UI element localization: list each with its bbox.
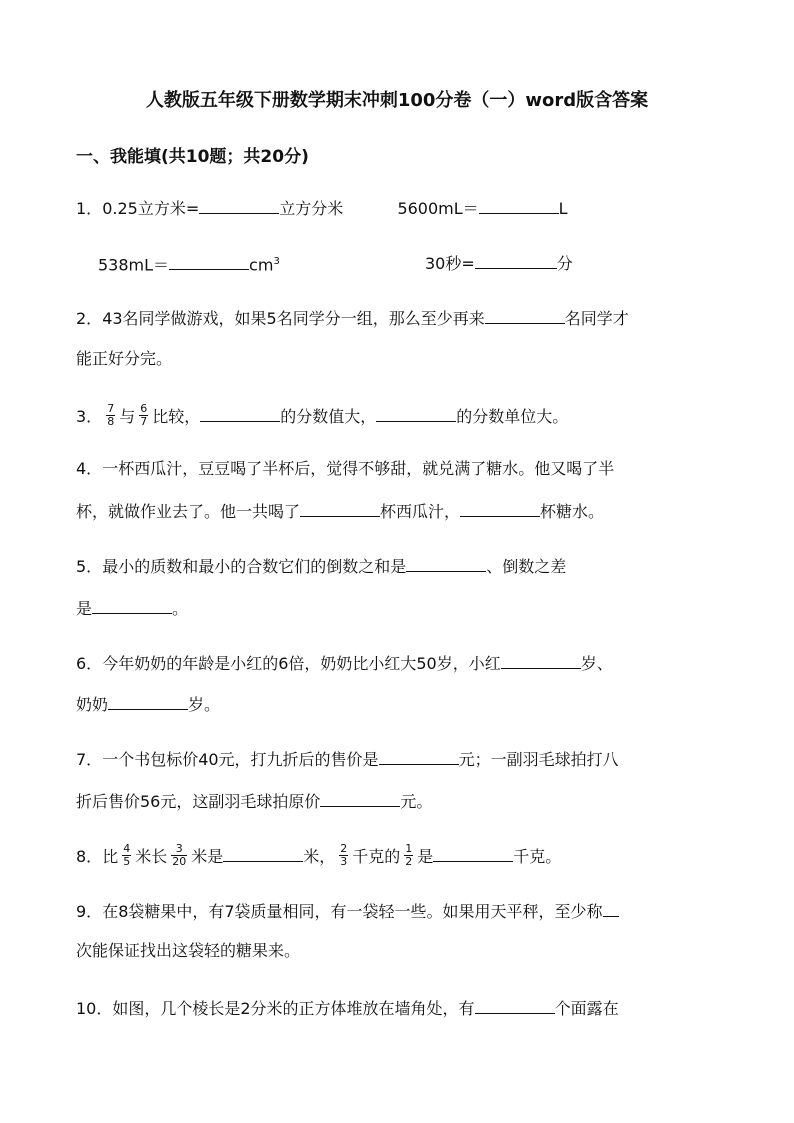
- question-2-line-2: 能正好分完。: [76, 349, 173, 368]
- q8-blank-1[interactable]: [223, 844, 303, 862]
- q4-text-4: 杯糖水。: [540, 502, 605, 521]
- q2-number: 2．: [76, 309, 103, 328]
- q1-d-text: 30秒=: [425, 254, 475, 273]
- q3-text-2: 的分数值大，: [280, 407, 377, 426]
- q5-blank-1[interactable]: [406, 554, 486, 572]
- q4-blank-2[interactable]: [460, 499, 540, 517]
- q1-c-blank[interactable]: [169, 252, 249, 270]
- question-8-line-1: [76, 844, 561, 870]
- q1-c-unit: cm: [249, 255, 274, 275]
- q8-text-1: 比: [102, 847, 119, 866]
- q6-text-2: 岁、: [580, 654, 613, 673]
- q8-fraction-4: $\frac{1}{2}$: [405, 842, 413, 868]
- q9-number: 9．: [76, 902, 103, 921]
- q8-text-6: 是: [417, 847, 434, 866]
- question-1-line-2: [98, 251, 280, 276]
- q1-b-text: 5600mL＝: [397, 199, 479, 218]
- question-7-line-1: [76, 747, 619, 771]
- q8-blank-2[interactable]: [433, 844, 513, 862]
- q8-text-5: 千克的: [352, 847, 401, 866]
- q10-blank[interactable]: [475, 996, 555, 1014]
- q1-a-blank[interactable]: [199, 196, 279, 214]
- question-4-line-2: [76, 499, 604, 523]
- q7-text-2: 元；一副羽毛球拍打八: [458, 750, 619, 769]
- q1-b-blank[interactable]: [479, 196, 559, 214]
- question-10-line-1: [76, 996, 619, 1020]
- q1-a-text: 0.25立方米=: [102, 199, 200, 218]
- q2-blank[interactable]: [485, 306, 565, 324]
- q9-blank[interactable]: [603, 899, 619, 917]
- q1-c-text: 538mL＝: [98, 255, 170, 275]
- q1-b-unit: L: [558, 199, 568, 218]
- q5-text-1: 最小的质数和最小的合数它们的倒数之和是: [102, 557, 407, 576]
- q1-d-blank[interactable]: [475, 251, 557, 269]
- q5-text-3: 是: [76, 599, 93, 618]
- q9-text-1: 在8袋糖果中，有7袋质量相同，有一袋轻一些。如果用天平秤，至少称: [102, 902, 603, 921]
- question-5-line-2: [76, 596, 188, 620]
- q8-text-4: 米，: [303, 847, 336, 866]
- q5-text-2: 、倒数之差: [486, 557, 567, 576]
- q6-text-1: 今年奶奶的年龄是小红的6倍，奶奶比小红大50岁，小红: [102, 654, 501, 673]
- q7-blank-1[interactable]: [379, 747, 459, 765]
- q8-number: 8．: [76, 847, 103, 866]
- q1-number: 1．: [76, 199, 103, 218]
- q1-c-superscript: 3: [273, 256, 280, 267]
- q4-text-1: 一杯西瓜汁，豆豆喝了半杯后，觉得不够甜，就兑满了糖水。他又喝了半: [102, 459, 615, 478]
- q5-number: 5．: [76, 557, 103, 576]
- q4-text-3: 杯西瓜汁，: [380, 502, 461, 521]
- question-6-line-1: [76, 651, 613, 675]
- page-title: 人教版五年级下册数学期末冲刺100分卷（一）word版含答案: [145, 90, 649, 111]
- q3-text-1: 比较，: [152, 407, 201, 426]
- q7-blank-2[interactable]: [320, 789, 400, 807]
- q6-text-3: 奶奶: [76, 695, 109, 714]
- q8-fraction-3: $\frac{2}{3}$: [340, 842, 348, 868]
- q3-blank-2[interactable]: [376, 404, 456, 422]
- q3-text-3: 的分数单位大。: [456, 407, 569, 426]
- question-9-line-1: [76, 899, 619, 923]
- q5-blank-2[interactable]: [92, 596, 172, 614]
- q3-blank-1[interactable]: [200, 404, 280, 422]
- q7-number: 7．: [76, 750, 103, 769]
- section-heading: 一、我能填(共10题；共20分): [76, 147, 309, 167]
- question-1-line-1: [76, 196, 568, 220]
- q10-text-1: 如图，几个棱长是2分米的正方体堆放在墙角处，有: [112, 999, 475, 1018]
- question-5-line-1: [76, 554, 566, 578]
- q8-fraction-1: $\frac{4}{5}$: [123, 842, 131, 868]
- q6-blank-1[interactable]: [501, 651, 581, 669]
- q8-text-3: 米是: [191, 847, 224, 866]
- q10-number: 10．: [76, 999, 113, 1018]
- q4-blank-1[interactable]: [300, 499, 380, 517]
- q6-number: 6．: [76, 654, 103, 673]
- q1-a-unit: 立方分米: [279, 199, 344, 218]
- q7-text-1: 一个书包标价40元，打九折后的售价是: [102, 750, 379, 769]
- q5-text-4: 。: [172, 599, 189, 618]
- question-1-line-2b: [425, 251, 573, 275]
- q7-text-3: 折后售价56元，这副羽毛球拍原价: [76, 792, 321, 811]
- q1-d-unit: 分: [556, 254, 573, 273]
- q3-number: 3．: [76, 407, 103, 426]
- question-9-line-2: 次能保证找出这袋轻的糖果来。: [76, 941, 301, 960]
- q8-text-7: 千克。: [513, 847, 562, 866]
- q6-blank-2[interactable]: [108, 692, 188, 710]
- q8-text-2: 米长: [135, 847, 168, 866]
- q7-text-4: 元。: [400, 792, 433, 811]
- q3-fraction-2: $\frac{6}{7}$: [140, 402, 148, 428]
- question-6-line-2: [76, 692, 220, 716]
- question-4-line-1: [76, 458, 614, 480]
- question-2-line-1: [76, 306, 629, 330]
- question-7-line-2: [76, 789, 432, 813]
- q4-text-2: 杯，就做作业去了。他一共喝了: [76, 502, 301, 521]
- q10-text-2: 个面露在: [554, 999, 619, 1018]
- q2-text-1: 43名同学做游戏，如果5名同学分一组，那么至少再来: [102, 309, 485, 328]
- q3-mid: 与: [119, 407, 136, 426]
- question-3-line-1: [76, 404, 568, 430]
- q8-fraction-2: $\frac{3}{20}$: [172, 842, 187, 868]
- q6-text-4: 岁。: [188, 695, 221, 714]
- q3-fraction-1: $\frac{7}{8}$: [107, 402, 115, 428]
- q2-text-2: 名同学才: [564, 309, 629, 328]
- q4-number: 4．: [76, 459, 103, 478]
